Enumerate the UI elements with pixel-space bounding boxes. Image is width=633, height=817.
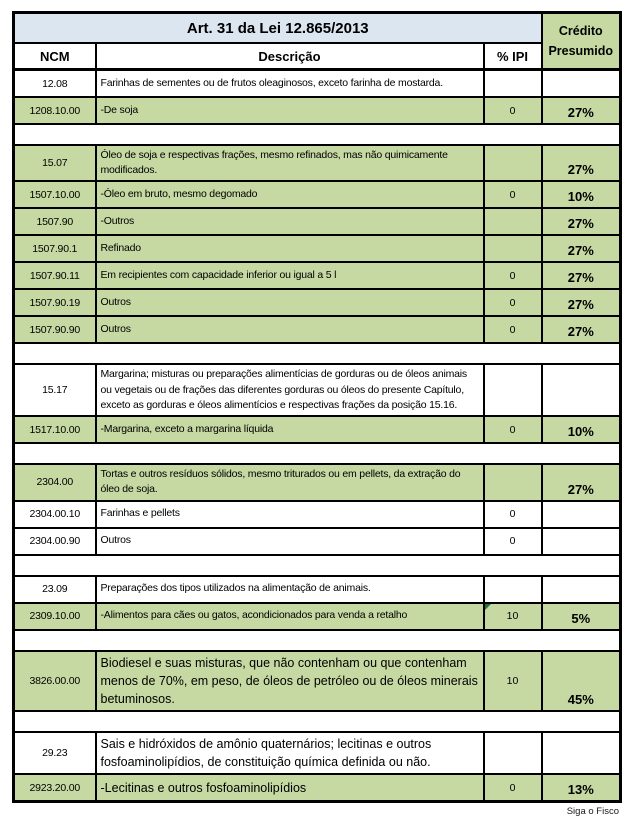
ipi-cell: 0 xyxy=(484,774,542,802)
ipi-cell xyxy=(484,208,542,235)
table-row xyxy=(14,651,621,711)
column-header-row xyxy=(14,43,621,70)
credito-cell xyxy=(542,528,621,555)
description-cell: Óleo de soja e respectivas frações, mesmo refinados, mas não quimicamente modificados. xyxy=(96,145,484,181)
table-row xyxy=(14,528,621,555)
footer-credit: Siga o Fisco xyxy=(566,806,619,817)
ipi-cell xyxy=(484,235,542,262)
table-title: Art. 31 da Lei 12.865/2013 xyxy=(14,13,542,44)
ipi-cell: 0 xyxy=(484,97,542,124)
column-header-ipi: % IPI xyxy=(484,43,542,70)
spacer-cell xyxy=(14,555,621,576)
spacer-row xyxy=(14,630,621,651)
ipi-cell xyxy=(484,70,542,98)
ipi-cell xyxy=(484,603,542,630)
credito-cell: 27% xyxy=(542,235,621,262)
spacer-row xyxy=(14,443,621,464)
table-row xyxy=(14,181,621,208)
description-cell: Em recipientes com capacidade inferior ou igual a 5 l xyxy=(96,262,484,289)
ipi-cell xyxy=(484,732,542,774)
table-row xyxy=(14,235,621,262)
credito-cell xyxy=(542,70,621,98)
ncm-cell: 1517.10.00 xyxy=(14,416,96,443)
ncm-cell: 1507.90.11 xyxy=(14,262,96,289)
table-row xyxy=(14,603,621,630)
spacer-cell xyxy=(14,343,621,364)
table-row xyxy=(14,501,621,528)
column-header-ncm: NCM xyxy=(14,43,96,70)
description-cell: Refinado xyxy=(96,235,484,262)
description-cell: -Alimentos para cães ou gatos, acondicionados para venda a retalho xyxy=(96,603,484,630)
description-cell: Outros xyxy=(96,528,484,555)
description-cell: Tortas e outros resíduos sólidos, mesmo triturados ou em pellets, da extração do óleo de soja. xyxy=(96,464,484,500)
credito-cell: 27% xyxy=(542,97,621,124)
description-cell: Outros xyxy=(96,316,484,343)
table-row xyxy=(14,416,621,443)
table-row xyxy=(14,262,621,289)
ncm-cell: 23.09 xyxy=(14,576,96,603)
ipi-cell: 0 xyxy=(484,262,542,289)
credito-cell: 27% xyxy=(542,316,621,343)
table-row xyxy=(14,464,621,500)
table-row xyxy=(14,364,621,416)
credito-cell: 27% xyxy=(542,464,621,500)
spacer-row xyxy=(14,124,621,145)
credito-cell: 10% xyxy=(542,181,621,208)
description-cell: -Lecitinas e outros fosfoaminolipídios xyxy=(96,774,484,802)
ncm-cell: 1507.10.00 xyxy=(14,181,96,208)
description-cell: Margarina; misturas ou preparações alimentícias de gorduras ou de óleos animais ou vegetais ou de frações das diferentes gorduras ou óleos do presente Capítulo, exceto as gorduras e óleos alimentícios e respectivas frações da posição 15.16. xyxy=(96,364,484,416)
credito-cell: 13% xyxy=(542,774,621,802)
ipi-cell xyxy=(484,145,542,181)
description-cell: Farinhas e pellets xyxy=(96,501,484,528)
ipi-cell: 0 xyxy=(484,181,542,208)
ncm-cell: 2304.00.10 xyxy=(14,501,96,528)
description-cell: Biodiesel e suas misturas, que não contenham ou que contenham menos de 70%, em peso, de óleos de petróleo ou de óleos minerais betuminosos. xyxy=(96,651,484,711)
spacer-row xyxy=(14,711,621,732)
ipi-cell: 0 xyxy=(484,528,542,555)
ncm-cell: 2309.10.00 xyxy=(14,603,96,630)
spacer-cell xyxy=(14,124,621,145)
table-row xyxy=(14,289,621,316)
credito-cell: 27% xyxy=(542,289,621,316)
ipi-cell: 0 xyxy=(484,416,542,443)
description-cell: Farinhas de sementes ou de frutos oleaginosos, exceto farinha de mostarda. xyxy=(96,70,484,98)
credito-cell: 27% xyxy=(542,262,621,289)
ipi-cell: 0 xyxy=(484,316,542,343)
credito-cell: 27% xyxy=(542,208,621,235)
table-row xyxy=(14,145,621,181)
credito-cell xyxy=(542,501,621,528)
spacer-row xyxy=(14,555,621,576)
description-cell: Outros xyxy=(96,289,484,316)
ncm-cell: 1507.90.90 xyxy=(14,316,96,343)
table-row xyxy=(14,732,621,774)
credito-cell: 10% xyxy=(542,416,621,443)
table-row xyxy=(14,97,621,124)
ncm-cell: 15.07 xyxy=(14,145,96,181)
ncm-credito-table xyxy=(12,11,622,803)
spacer-cell xyxy=(14,630,621,651)
ncm-cell: 1208.10.00 xyxy=(14,97,96,124)
ncm-cell: 15.17 xyxy=(14,364,96,416)
spacer-cell xyxy=(14,711,621,732)
ipi-value: 10 xyxy=(506,610,519,623)
credito-cell: 5% xyxy=(542,603,621,630)
table-body xyxy=(14,70,621,802)
ncm-cell: 1507.90 xyxy=(14,208,96,235)
description-cell: Preparações dos tipos utilizados na alimentação de animais. xyxy=(96,576,484,603)
description-cell: -Óleo em bruto, mesmo degomado xyxy=(96,181,484,208)
spacer-cell xyxy=(14,443,621,464)
credito-cell: 45% xyxy=(542,651,621,711)
credito-cell xyxy=(542,732,621,774)
comment-indicator-icon xyxy=(485,604,491,610)
ncm-cell: 3826.00.00 xyxy=(14,651,96,711)
description-cell: -De soja xyxy=(96,97,484,124)
description-cell: -Margarina, exceto a margarina líquida xyxy=(96,416,484,443)
ipi-cell: 10 xyxy=(484,651,542,711)
ipi-cell xyxy=(484,364,542,416)
credito-header-line2: Presumido xyxy=(548,44,614,58)
description-cell: Sais e hidróxidos de amônio quaternários; lecitinas e outros fosfoaminolipídios, de constituição química definida ou não. xyxy=(96,732,484,774)
ncm-cell: 2923.20.00 xyxy=(14,774,96,802)
description-cell: -Outros xyxy=(96,208,484,235)
ncm-cell: 1507.90.1 xyxy=(14,235,96,262)
ipi-cell: 0 xyxy=(484,501,542,528)
column-header-descricao: Descrição xyxy=(96,43,484,70)
table-row xyxy=(14,774,621,802)
ipi-cell: 0 xyxy=(484,289,542,316)
credito-cell xyxy=(542,364,621,416)
ncm-cell: 1507.90.19 xyxy=(14,289,96,316)
column-header-credito-presumido xyxy=(542,13,621,70)
ncm-cell: 2304.00 xyxy=(14,464,96,500)
ncm-cell: 29.23 xyxy=(14,732,96,774)
credito-cell xyxy=(542,576,621,603)
ncm-cell: 12.08 xyxy=(14,70,96,98)
table-row xyxy=(14,208,621,235)
credito-cell: 27% xyxy=(542,145,621,181)
ncm-cell: 2304.00.90 xyxy=(14,528,96,555)
spacer-row xyxy=(14,343,621,364)
title-row xyxy=(14,13,621,44)
ipi-cell xyxy=(484,576,542,603)
table-row xyxy=(14,316,621,343)
table-row xyxy=(14,70,621,98)
table-head-section xyxy=(14,13,621,70)
credito-header-line1: Crédito xyxy=(558,24,603,38)
table-row xyxy=(14,576,621,603)
ipi-cell xyxy=(484,464,542,500)
